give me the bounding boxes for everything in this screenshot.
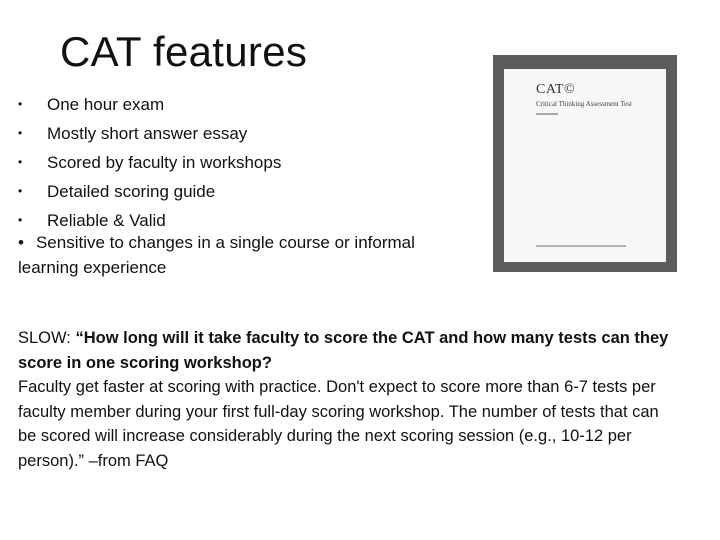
cover-page: [504, 69, 666, 262]
quote-prefix: SLOW:: [18, 329, 76, 347]
bullet-icon: •: [18, 155, 23, 169]
quote-question: “How long will it take faculty to score the CAT and how many tests can they score in one scoring workshop?: [18, 329, 669, 372]
bullet-icon: •: [18, 126, 23, 140]
list-item-text: One hour exam: [47, 95, 165, 114]
slide-title: CAT features: [60, 28, 308, 75]
list-item-text: Mostly short answer essay: [47, 124, 248, 143]
cover-footer-text: [536, 245, 626, 247]
list-item-text: Reliable & Valid: [47, 211, 166, 230]
list-item: [18, 177, 478, 206]
feature-list: [18, 90, 478, 280]
faq-quote: [18, 326, 678, 473]
cover-subtitle: Critical Thinking Assessment Test: [536, 100, 632, 108]
list-item-text: Detailed scoring guide: [47, 182, 216, 201]
bullet-icon: •: [18, 213, 23, 227]
list-item: [18, 231, 478, 280]
quote-answer: Faculty get faster at scoring with practice. Don't expect to score more than 6-7 tests per faculty member during your first full-day scoring workshop. The number of tests that can be scored will increase considerably during the next scoring session (e.g., 10-12 per person).” –from FAQ: [18, 378, 659, 470]
list-item: [18, 90, 478, 119]
bullet-icon: •: [18, 233, 24, 252]
bullet-icon: •: [18, 97, 23, 111]
list-item: [18, 119, 478, 148]
cat-cover-image: [493, 55, 677, 272]
bullet-icon: •: [18, 184, 23, 198]
list-item-text: Sensitive to changes in a single course or informal learning experience: [18, 233, 415, 277]
cover-heading: CAT©: [536, 82, 576, 97]
list-item: [18, 148, 478, 177]
cover-small-text: [536, 113, 558, 115]
list-item-text: Scored by faculty in workshops: [47, 153, 282, 172]
